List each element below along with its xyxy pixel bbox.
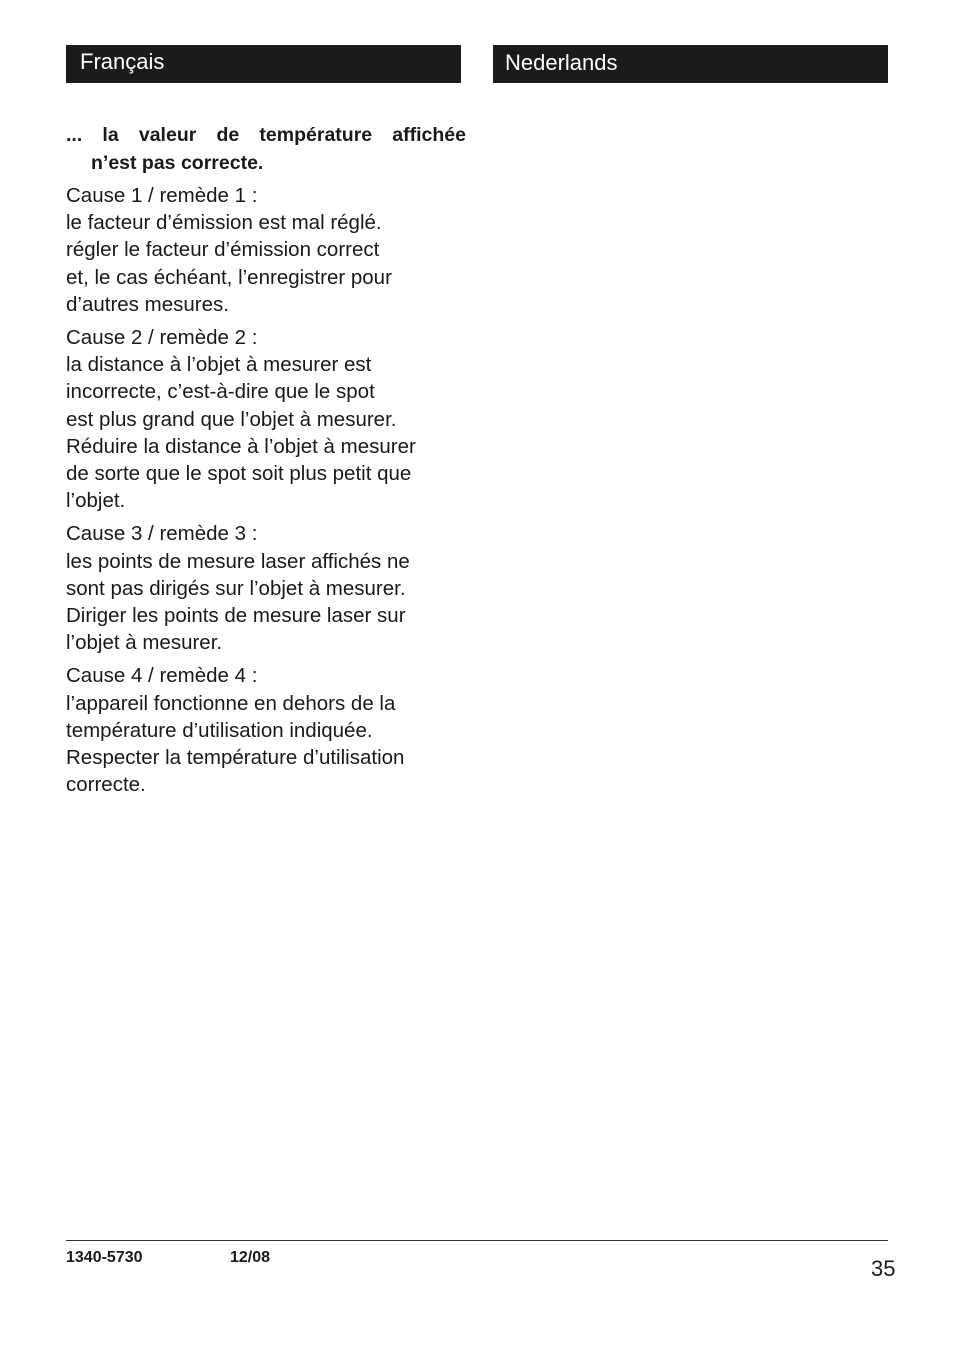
cause-text-line: l’objet. — [66, 489, 126, 513]
cause-text-line: température d’utilisation indiquée. — [66, 718, 373, 742]
cause-text-line: Respecter la température d’utilisation — [66, 746, 405, 770]
language-label-french: Français — [80, 49, 165, 74]
cause-text-line: d’autres mesures. — [66, 292, 229, 316]
cause-text-line: régler le facteur d’émission correct — [66, 238, 380, 262]
french-column-content — [66, 122, 466, 804]
cause-text-line: sont pas dirigés sur l’objet à mesurer. — [66, 576, 406, 600]
footer-divider — [66, 1240, 888, 1241]
cause-text-line: Diriger les points de mesure laser sur — [66, 604, 406, 628]
cause-text-line: correcte. — [66, 773, 146, 797]
section-heading-line2: n’est pas correcte. — [91, 151, 264, 174]
cause-text-line: l’appareil fonctionne en dehors de la — [66, 691, 396, 715]
cause-text-line: incorrecte, c’est-à-dire que le spot — [66, 380, 375, 404]
cause-text-line: et, le cas échéant, l’enregistrer pour — [66, 265, 392, 289]
cause-block-3 — [66, 520, 466, 656]
cause-title: Cause 3 / remède 3 : — [66, 522, 258, 546]
cause-text-line: les points de mesure laser affichés ne — [66, 549, 410, 573]
cause-text-line: le facteur d’émission est mal réglé. — [66, 211, 382, 235]
cause-text-line: la distance à l’objet à mesurer est — [66, 353, 372, 377]
language-header-french — [66, 45, 461, 83]
document-date: 12/08 — [230, 1249, 271, 1266]
cause-block-4 — [66, 662, 466, 798]
cause-text-line: Réduire la distance à l’objet à mesurer — [66, 434, 416, 458]
cause-block-1 — [66, 182, 466, 318]
page-number: 35 — [871, 1256, 896, 1281]
cause-text-line: l’objet à mesurer. — [66, 631, 223, 655]
language-header-dutch — [493, 45, 888, 83]
cause-title: Cause 4 / remède 4 : — [66, 664, 258, 688]
cause-text-line: de sorte que le spot soit plus petit que — [66, 462, 412, 486]
cause-block-2 — [66, 324, 466, 514]
cause-title: Cause 1 / remède 1 : — [66, 184, 258, 207]
cause-text-line: est plus grand que l’objet à mesurer. — [66, 407, 397, 431]
cause-title: Cause 2 / remède 2 : — [66, 326, 258, 350]
document-code: 1340-5730 — [66, 1249, 143, 1266]
section-heading-line1: ... la valeur de température affichée — [66, 124, 466, 146]
language-label-dutch: Nederlands — [505, 50, 618, 75]
